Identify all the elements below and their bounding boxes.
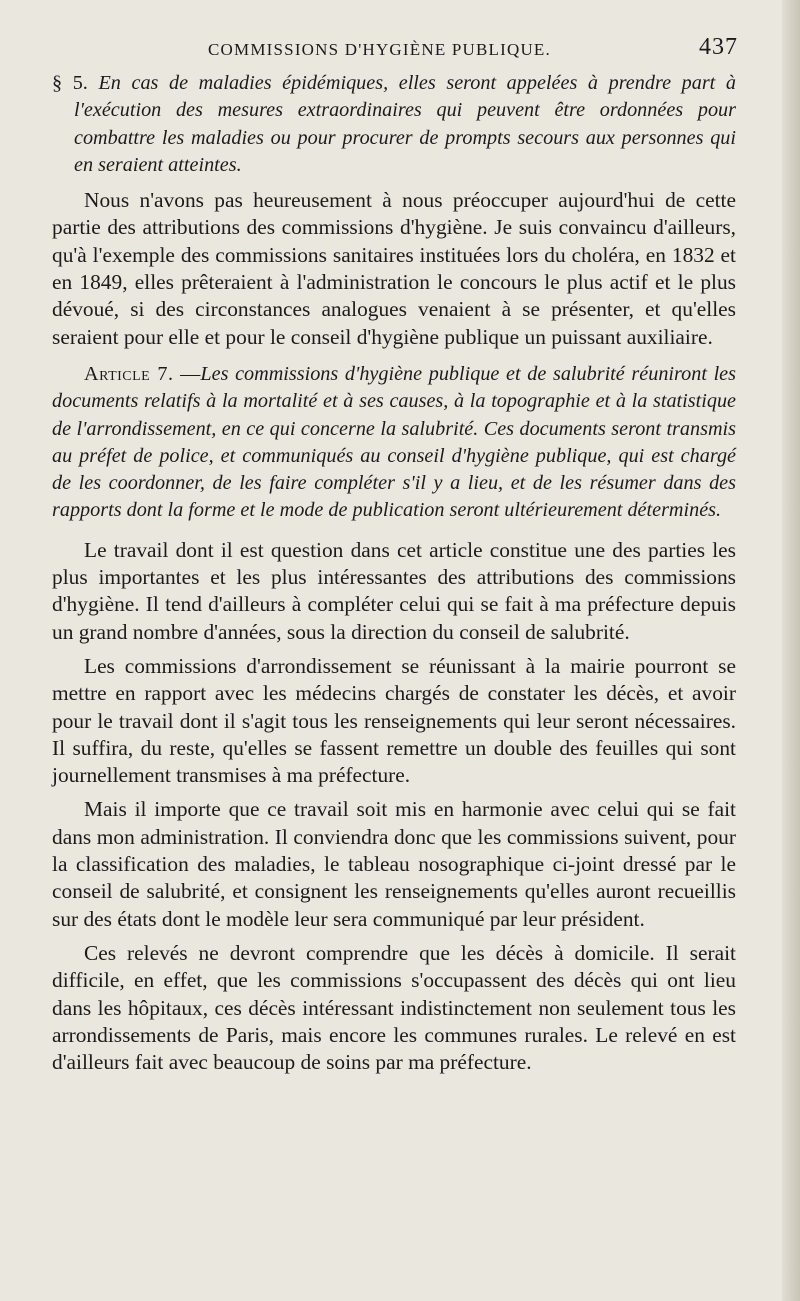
- article-7-paragraph: [52, 361, 736, 525]
- body-paragraph-5: Ces relevés ne devront comprendre que les décès à domicile. Il serait difficile, en effet, que les commissions s'occupassent des décès qui ont lieu dans les hôpitaux, ces décès intéressant indistinctement non seulement tous les arrondissements de Paris, mais encore les communes rurales. Le relevé en est d'ailleurs fait avec beaucoup de soins par ma préfecture.: [52, 940, 736, 1075]
- section-number: § 5.: [52, 72, 88, 94]
- article-dash: —: [173, 362, 201, 385]
- page-content: [52, 28, 736, 1076]
- body-paragraph-1: Nous n'avons pas heureusement à nous préoccuper aujourd'hui de cette partie des attributions des commissions d'hygiène. Je suis convaincu d'ailleurs, qu'à l'exemple des commissions sanitaires instituées lors du choléra, en 1832 et en 1849, elles prêteraient à l'administration le concours le plus actif et le plus dévoué, si des circonstances analogues venaient à se présenter, et qu'elles seraient pour elle et pour le conseil d'hygiène publique un puissant auxiliaire.: [52, 188, 736, 349]
- section-5-text: En cas de maladies épidémiques, elles seront appelées à prendre part à l'exécution des mesures extraordinaires qui peuvent être ordonnées pour combattre les maladies ou pour procurer de prompts secours aux personnes qui en seraient atteintes.: [74, 72, 736, 176]
- page-binding-edge: [782, 0, 800, 1301]
- body-paragraph-4: Mais il importe que ce travail soit mis en harmonie avec celui qui se fait dans mon administration. Il conviendra donc que les commissions suivent, pour la classification des maladies, le tableau nosographique ci-joint dressé par le conseil de salubrité, et consignent les renseignements qu'elles auront recueillis sur des états dont le modèle leur sera communiqué par leur président.: [52, 797, 736, 931]
- body-paragraph-3: Les commissions d'arrondissement se réunissant à la mairie pourront se mettre en rapport avec les médecins chargés de constater les décès, et avoir pour le travail dont il s'agit tous les renseignements qui leur seront nécessaires. Il suffira, du reste, qu'elles se fassent remettre un double des feuilles qui sont journellement transmises à ma préfecture.: [52, 653, 736, 788]
- article-label: Article 7.: [84, 362, 174, 385]
- page-header: [52, 28, 736, 68]
- body-paragraph-2: Le travail dont il est question dans cet article constitue une des parties les plus importantes et les plus intéressantes des attributions des commissions d'hygiène. Il tend d'ailleurs à compléter celui qui se fait à ma préfecture depuis un grand nombre d'années, sous la direction du conseil de salubrité.: [52, 537, 736, 644]
- section-5-paragraph: [52, 70, 736, 179]
- running-head: COMMISSIONS D'HYGIÈNE PUBLIQUE.: [208, 40, 551, 59]
- page-number: 437: [699, 34, 738, 60]
- article-7-text: Les commissions d'hygiène publique et de salubrité réuniront les documents relatifs à la mortalité et à ses causes, à la topographie et à la statistique de l'arrondissement, en ce qui concerne la salubrité. Ces documents seront transmis au préfet de police, et communiqués au conseil d'hygiène publique, qui est chargé de les coordonner, de les faire compléter s'il y a lieu, et de les résumer dans des rapports dont la forme et le mode de publication seront ultérieurement déterminés.: [52, 362, 736, 522]
